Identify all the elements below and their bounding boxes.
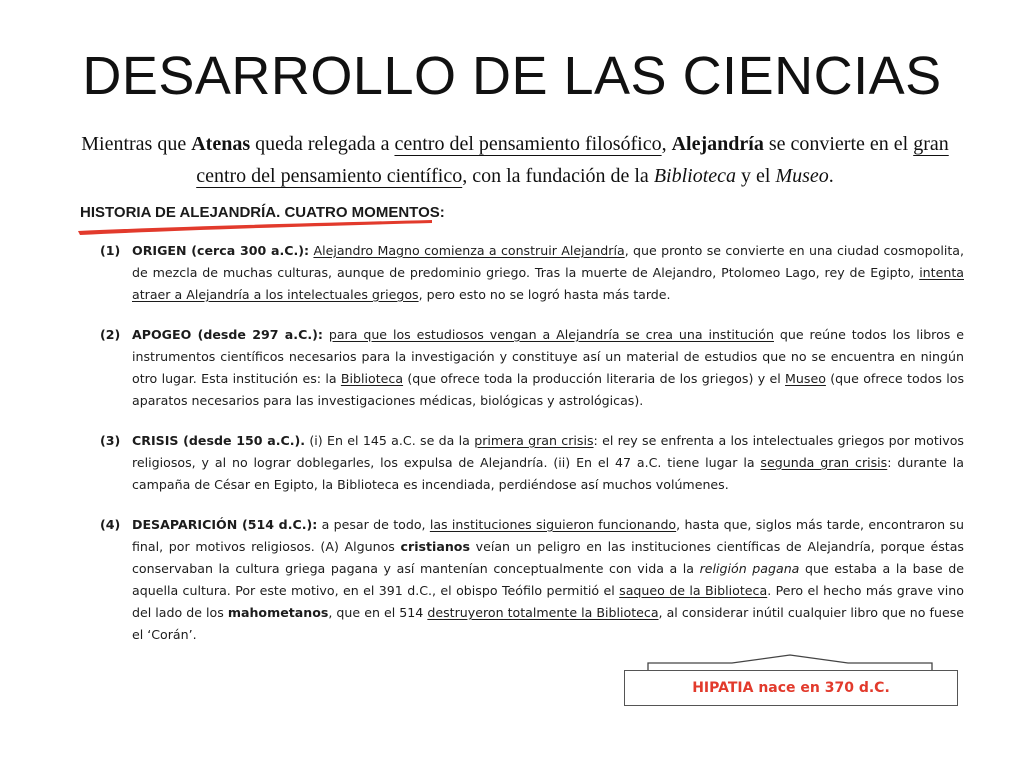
intro-text: . [828,165,834,187]
item-text: (que ofrece toda la producción literaria de los griegos) y el [403,371,786,386]
red-brush-underline [76,218,436,238]
item-text: (i) En el 145 a.C. se da la [305,433,475,448]
item-number: (3) [100,433,121,448]
item-underlined-text: Biblioteca [340,371,404,386]
item-bold-text: mahometanos [227,605,329,620]
intro-text: y el [736,165,776,187]
page-title: DESARROLLO DE LAS CIENCIAS [82,46,942,106]
item-underlined-text: Alejandro Magno comienza a construir Alejandría [313,243,625,258]
item-underlined-text: Museo [785,371,826,386]
intro-centro-filosofico: centro del pensamiento filosófico [394,133,662,155]
intro-text: , [661,133,672,155]
item-italic-text: religión pagana [699,561,800,576]
intro-museo: Museo [775,165,829,187]
item-text: (que ofrece todos los aparatos necesarios para las investigaciones médicas, biológicas y astrológicas). [132,371,964,408]
item-title: APOGEO (desde 297 a.C.): [132,327,323,342]
list-item-desaparicion [100,514,964,646]
item-text: , al considerar inútil cualquier libro que no fuese el ‘Corán’. [132,605,964,642]
item-underlined-text: primera gran crisis [474,433,594,448]
item-text: que estaba a la base de aquella cultura. Por este motivo, en el 391 d.C., el obispo Teófilo permitió el [132,561,964,598]
item-text: veían un peligro en las instituciones científicas de Alejandría, porque éstas conservaban la cultura griega pagana y así mantenían conceptualmente con vida a la [132,539,964,576]
intro-biblioteca: Biblioteca [653,165,737,187]
list-item-origen [100,240,964,306]
intro-text: se convierte en el [763,133,914,155]
item-text: : el rey se enfrenta a los intelectuales griegos por motivos religiosos, y al no lograr doblegarles, los expulsa de Alejandría. (ii) En el 47 a.C. tiene lugar la [132,433,964,470]
hipatia-callout-box [624,670,958,706]
item-number: (4) [100,517,121,532]
item-number: (1) [100,243,121,258]
item-title: CRISIS (desde 150 a.C.). [132,433,306,448]
item-text: . Pero el hecho más grave vino del lado de los [132,583,964,620]
callout-text: HIPATIA nace en 370 d.C. [692,680,890,696]
list-item-crisis [100,430,964,496]
item-text: , pero esto no se logró hasta más tarde. [418,287,671,302]
intro-text: queda relegada a [250,133,395,155]
item-bold-text: cristianos [400,539,470,554]
item-text: a pesar de todo, [317,517,430,532]
item-number: (2) [100,327,121,342]
item-underlined-text: para que los estudiosos vengan a Alejandría se crea una institución [328,327,774,342]
item-title: DESAPARICIÓN (514 d.C.): [132,517,318,532]
item-text: , que en el 514 [328,605,428,620]
intro-paragraph [60,128,970,192]
item-text: , que pronto se convierte en una ciudad cosmopolita, de mezcla de muchas culturas, aunque de predominio griego. Tras la muerte de Alejandro, Ptolomeo Lago, rey de Egipto, [132,243,964,280]
intro-alejandria: Alejandría [671,133,764,155]
intro-centro-cientifico: gran centro del pensamiento científico [196,133,949,187]
item-underlined-text: las instituciones siguieron funcionando [429,517,677,532]
intro-text: Mientras que [81,133,192,155]
item-text: que reúne todos los libros e instrumentos científicos necesarios para la investigación y constituye así un material de estudios que no se encuentra en ningún otro lugar. Esta institución es: la [132,327,964,386]
section-heading: HISTORIA DE ALEJANDRÍA. CUATRO MOMENTOS: [80,204,445,221]
item-title: ORIGEN (cerca 300 a.C.): [132,243,310,258]
moments-list [100,240,964,664]
list-item-apogeo [100,324,964,412]
item-underlined-text: segunda gran crisis [760,455,888,470]
item-text: , hasta que, siglos más tarde, encontraron su final, por motivos religiosos. (A) Algunos [132,517,964,554]
item-text: : durante la campaña de César en Egipto, la Biblioteca es incendiada, perdiéndose así muchos volúmenes. [132,455,964,492]
intro-text: , con la fundación de la [462,165,654,187]
intro-atenas: Atenas [191,133,251,155]
item-underlined-text: saqueo de la Biblioteca [619,583,768,598]
item-underlined-text: intenta atraer a Alejandría a los intelectuales griegos [132,265,964,302]
item-underlined-text: destruyeron totalmente la Biblioteca [427,605,659,620]
